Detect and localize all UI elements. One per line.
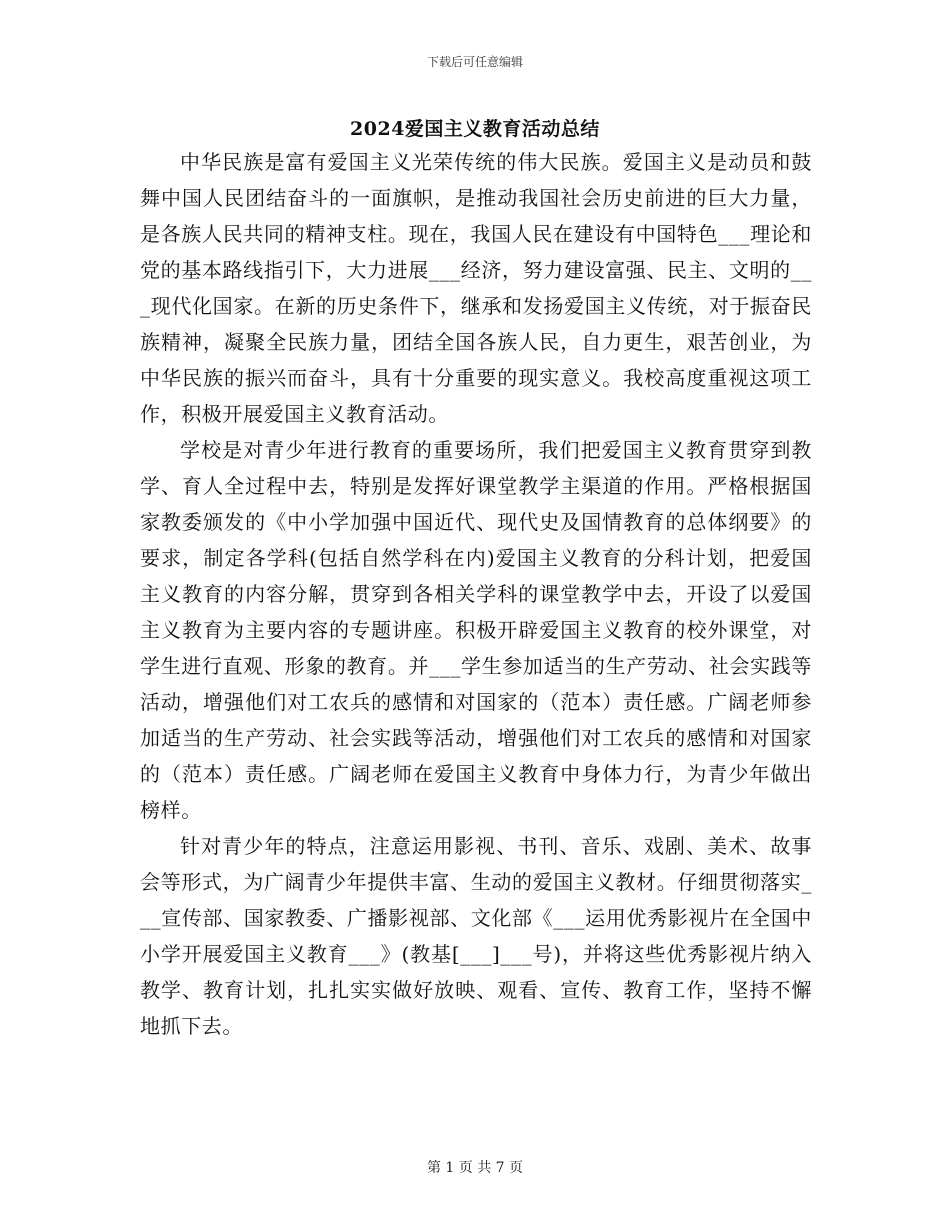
document-title: 2024爱国主义教育活动总结 xyxy=(350,118,600,140)
paragraph-1: 中华民族是富有爱国主义光荣传统的伟大民族。爱国主义是动员和鼓舞中国人民团结奋斗的一面旗帜，是推动我国社会历史前进的巨大力量，是各族人民共同的精神支柱。现在，我国人民在建设有中国特色___理论和党的基本路线指引下，大力进展___经济，努力建设富强、民主、文明的___现代化国家。在新的历史条件下，继承和发扬爱国主义传统，对于振奋民族精神，凝聚全民族力量，团结全国各族人民，自力更生，艰苦创业，为中华民族的振兴而奋斗，具有十分重要的现实意义。我校高度重视这项工作，积极开展爱国主义教育活动。 xyxy=(140,150,812,426)
paragraph-2: 学校是对青少年进行教育的重要场所，我们把爱国主义教育贯穿到教学、育人全过程中去，特别是发挥好课堂教学主渠道的作用。严格根据国家教委颁发的《中小学加强中国近代、现代史及国情教育的总体纲要》的要求，制定各学科(包括自然学科在内)爱国主义教育的分科计划，把爱国主义教育的内容分解，贯穿到各相关学科的课堂教学中去，开设了以爱国主义教育为主要内容的专题讲座。积极开辟爱国主义教育的校外课堂，对学生进行直观、形象的教育。并___学生参加适当的生产劳动、社会实践等活动，增强他们对工农兵的感情和对国家的（范本）责任感。广阔老师参加适当的生产劳动、社会实践等活动，增强他们对工农兵的感情和对国家的（范本）责任感。广阔老师在爱国主义教育中身体力行，为青少年做出榜样。 xyxy=(140,438,812,822)
header-note: 下载后可任意编辑 xyxy=(426,55,523,69)
document-body xyxy=(140,144,812,1044)
paragraph-3: 针对青少年的特点，注意运用影视、书刊、音乐、戏剧、美术、故事会等形式，为广阔青少年提供丰富、生动的爱国主义教材。仔细贯彻落实___宣传部、国家教委、广播影视部、文化部《___运用优秀影视片在全国中小学开展爱国主义教育___》(教基[___]___号)，并将这些优秀影视片纳入教学、教育计划，扎扎实实做好放映、观看、宣传、教育工作，坚持不懈地抓下去。 xyxy=(140,834,812,1038)
page-indicator: 第 1 页 共 7 页 xyxy=(426,1160,524,1176)
